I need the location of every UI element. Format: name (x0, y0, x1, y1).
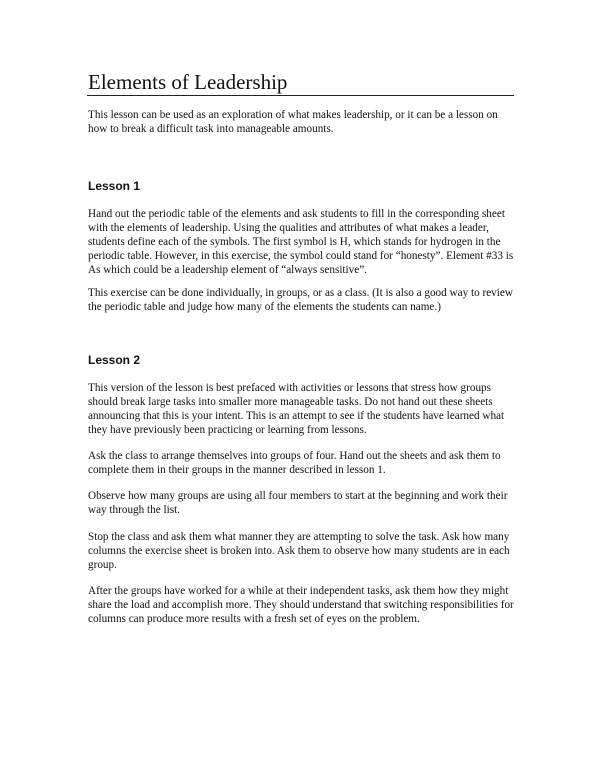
lesson-1-paragraph-2: This exercise can be done individually, in groups, or as a class. (It is also a good way to review the periodic table and judge how many of the elements the students can name.) (88, 287, 513, 313)
lesson-2-heading: Lesson 2 (88, 353, 141, 367)
title-underline (87, 95, 514, 96)
lesson-2-paragraph-4: Stop the class and ask them what manner they are attempting to solve the task. Ask how many columns the exercise sheet is broken into. Ask them to observe how many students are in each group. (88, 531, 510, 571)
intro-paragraph: This lesson can be used as an exploration of what makes leadership, or it can be a lesson on how to break a difficult task into manageable amounts. (88, 109, 498, 135)
lesson-2-paragraph-5: After the groups have worked for a while at their independent tasks, ask them how they might share the load and accomplish more. They should understand that switching responsibilities for columns can produce more results with a fresh set of eyes on the problem. (88, 585, 514, 625)
lesson-2-paragraph-1: This version of the lesson is best prefaced with activities or lessons that stress how groups should break large tasks into smaller more manageable tasks. Do not hand out these sheets announcing that this is your intent. This is an attempt to see if the students have learned what they have previously been practicing or learning from lessons. (88, 382, 505, 436)
lesson-2-paragraph-2: Ask the class to arrange themselves into groups of four. Hand out the sheets and ask them to complete them in their groups in the manner described in lesson 1. (88, 450, 501, 476)
lesson-1-heading: Lesson 1 (88, 179, 141, 193)
page-title: Elements of Leadership (88, 70, 288, 94)
lesson-1-paragraph-1: Hand out the periodic table of the elements and ask students to fill in the corresponding sheet with the elements of leadership. Using the qualities and attributes of what makes a leader, students define each of the symbols. The first symbol is H, which stands for hydrogen in the periodic table. However, in this exercise, the symbol could stand for “honesty”. Element #33 is As which could be a leadership element of “always sensitive”. (88, 208, 514, 276)
lesson-2-paragraph-3: Observe how many groups are using all four members to start at the beginning and work their way through the list. (88, 490, 508, 516)
